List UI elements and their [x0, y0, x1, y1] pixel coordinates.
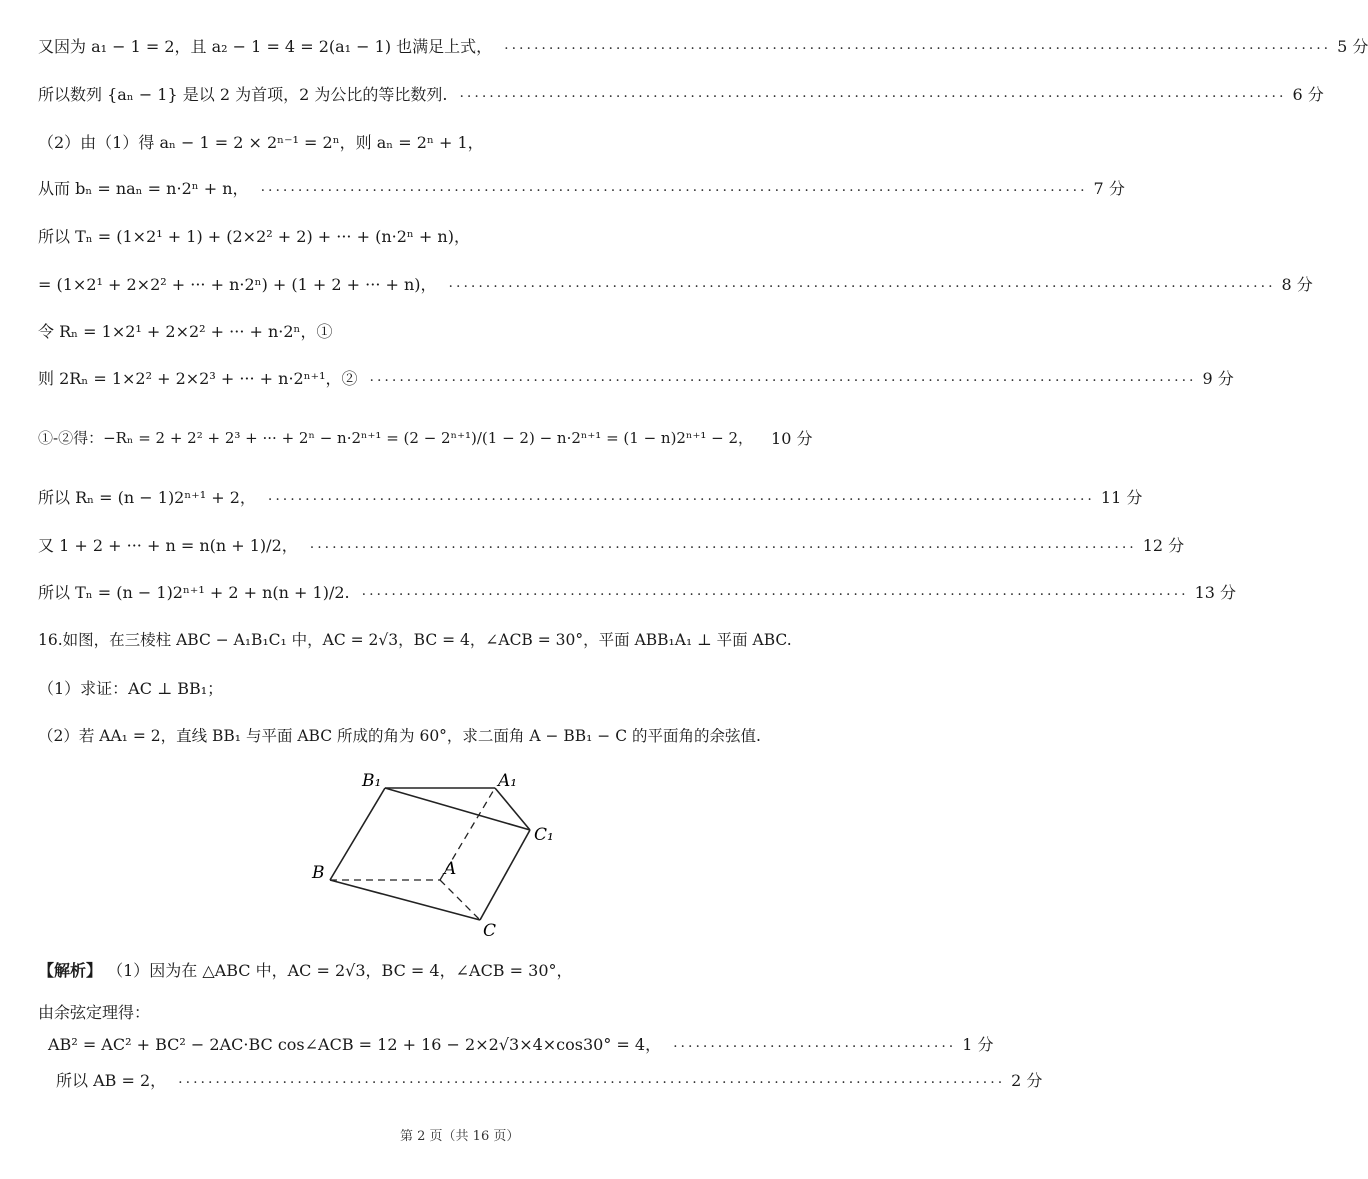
label-a1: A₁ [498, 771, 518, 791]
score-label: 13 分 [1194, 582, 1237, 602]
score-label: 11 分 [1100, 487, 1143, 507]
problem-16-part1: （1）求证：AC ⊥ BB₁； [38, 679, 224, 698]
edge-cc1 [480, 830, 530, 920]
problem-16-part2: （2）若 AA₁ = 2，直线 BB₁ 与平面 ABC 所成的角为 60°，求二面角 A − BB₁ − C 的平面角的余弦值. [38, 727, 761, 745]
score-label: 2 分 [1011, 1070, 1043, 1090]
score-label: 8 分 [1281, 274, 1313, 294]
edge-bb1 [330, 788, 385, 880]
prism-figure [300, 760, 570, 950]
answer-line-part2: （2）由（1）得 aₙ − 1 = 2 × 2ⁿ⁻¹ = 2ⁿ，则 aₙ = 2ⁿ + 1， [38, 132, 484, 152]
problem-16-stem: 16.如图，在三棱柱 ABC − A₁B₁C₁ 中，AC = 2√3，BC = 4，∠ACB = 30°，平面 ABB₁A₁ ⊥ 平面 ABC. [38, 631, 792, 649]
answer-line-12: 又 1 + 2 + ··· + n = n(n + 1)/2， ............................................................................................................... 12 分 [38, 529, 807, 559]
score-label: 1 分 [962, 1034, 994, 1054]
label-c1: C₁ [534, 825, 554, 845]
answer-line-rn: 令 Rₙ = 1×2¹ + 2×2² + ··· + n·2ⁿ，① [38, 321, 333, 341]
label-b1: B₁ [362, 771, 382, 791]
solution-cosine-law: 由余弦定理得： [38, 1003, 151, 1022]
score-label: 7 分 [1093, 178, 1125, 198]
score-label: 10 分 [771, 428, 813, 448]
label-c: C [483, 921, 497, 941]
answer-line-8: = (1×2¹ + 2×2² + ··· + n·2ⁿ) + (1 + 2 + ··· + n)， ............................................................................................................... 8 分 [38, 268, 807, 298]
edge-a1c1 [495, 788, 530, 830]
label-a: A [444, 859, 457, 879]
solution-line-1: AB² = AC² + BC² − 2AC·BC cos∠ACB = 12 + 16 − 2×2√3×4×cos30° = 4， ...................................... 1 分 [48, 1028, 793, 1058]
score-label: 6 分 [1292, 84, 1324, 104]
label-b: B [312, 863, 325, 883]
solution-line-2: 所以 AB = 2， ............................................................................................................... 2 分 [56, 1064, 793, 1094]
score-label: 9 分 [1202, 368, 1234, 388]
score-label: 12 分 [1142, 535, 1185, 555]
score-label: 5 分 [1337, 36, 1368, 56]
answer-line-13: 所以 Tₙ = (n − 1)2ⁿ⁺¹ + 2 + n(n + 1)/2. ............................................................................................................... 13 分 [38, 576, 807, 606]
edge-bc [330, 880, 480, 920]
answer-line-7: 从而 bₙ = naₙ = n·2ⁿ + n， ............................................................................................................... 7 分 [38, 172, 807, 202]
answer-line-9: 则 2Rₙ = 1×2² + 2×2³ + ··· + n·2ⁿ⁺¹，② ............................................................................................................... 9 分 [38, 362, 807, 392]
answer-line-tn: 所以 Tₙ = (1×2¹ + 1) + (2×2² + 2) + ··· + (n·2ⁿ + n)， [38, 226, 470, 246]
answer-line-5: 又因为 a₁ − 1 = 2，且 a₂ − 1 = 4 = 2(a₁ − 1) 也满足上式， ............................................................................................................... 5 分 [38, 30, 807, 60]
solution-heading: 【解析】 [38, 961, 103, 980]
answer-line-11: 所以 Rₙ = (n − 1)2ⁿ⁺¹ + 2， ............................................................................................................... 11 分 [38, 481, 807, 511]
answer-line-10: ①-②得：−Rₙ = 2 + 2² + 2³ + ··· + 2ⁿ − n·2ⁿ⁺¹ = (2 − 2ⁿ⁺¹)/(1 − 2) − n·2ⁿ⁺¹ = (1 − n)2ⁿ⁺¹ − 2， 10 分 [38, 422, 807, 452]
solution-intro: 【解析】 （1）因为在 △ABC 中，AC = 2√3，BC = 4，∠ACB = 30°， [38, 961, 573, 980]
page-footer: 第 2 页（共 16 页） [400, 1129, 520, 1144]
edge-b1c1 [385, 788, 530, 830]
answer-line-6: 所以数列 {aₙ − 1} 是以 2 为首项，2 为公比的等比数列. ............................................................................................................... 6 分 [38, 78, 807, 108]
